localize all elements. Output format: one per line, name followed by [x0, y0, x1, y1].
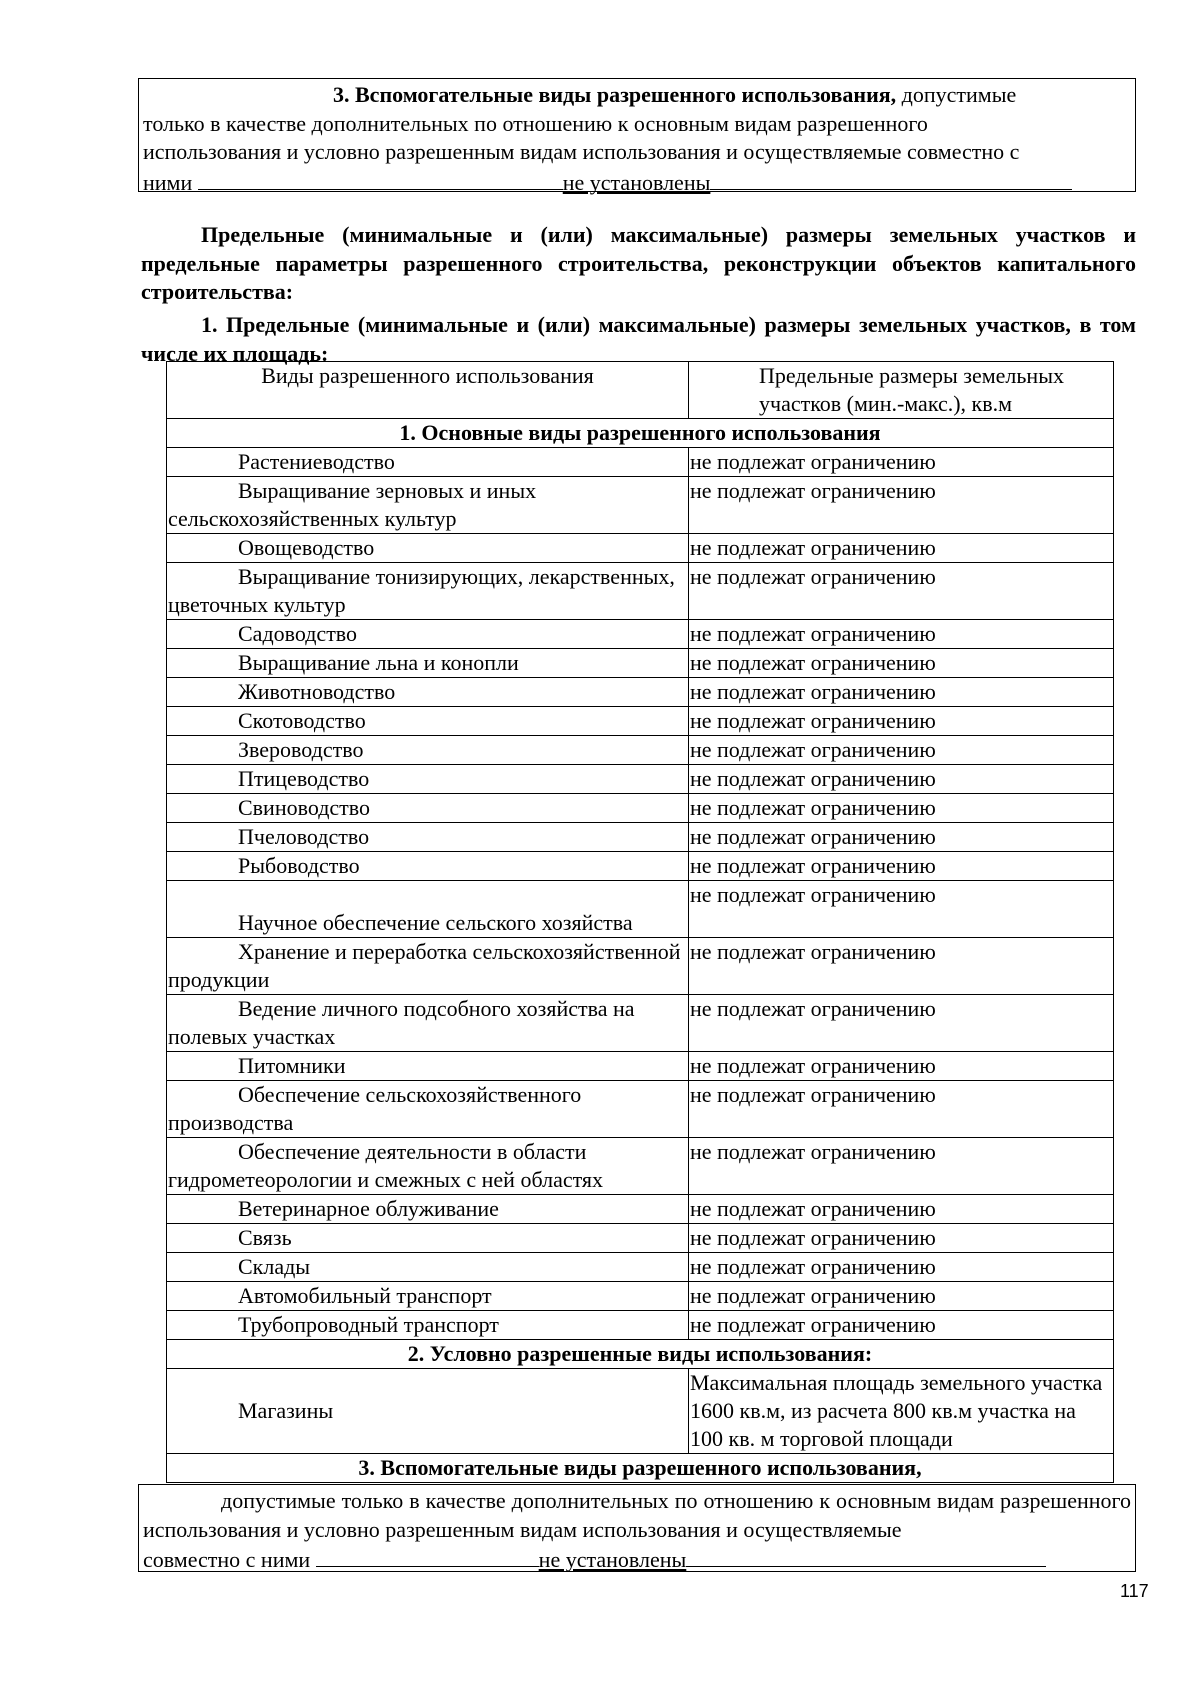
- table-row: [167, 1052, 1114, 1081]
- use-limit: не подлежат ограничению: [690, 824, 936, 849]
- auxiliary-uses-line-2: использования и условно разрешенным видам использования и осуществляемые совместно с: [143, 139, 1020, 165]
- use-name: Растениеводство: [238, 449, 395, 474]
- table-row: [167, 852, 1114, 881]
- use-limit: не подлежат ограничению: [690, 449, 936, 474]
- table-row: [167, 649, 1114, 678]
- use-name: Пчеловодство: [238, 824, 370, 849]
- use-limit: не подлежат ограничению: [690, 478, 936, 503]
- table-row: [167, 563, 1114, 620]
- use-name: Ветеринарное облуживание: [238, 1196, 499, 1221]
- use-limit: не подлежат ограничению: [690, 708, 936, 733]
- auxiliary-uses-box-top: [138, 78, 1136, 195]
- table-header-row: [167, 362, 1114, 419]
- section-row-conditional: [167, 1340, 1114, 1369]
- use-limit: не подлежат ограничению: [690, 795, 936, 820]
- table-row: [167, 938, 1114, 995]
- table-row: [167, 1253, 1114, 1282]
- table-row: [167, 881, 1114, 938]
- use-name: Научное обеспечение сельского хозяйства: [238, 910, 633, 935]
- use-name: Ведение личного подсобного хозяйства на полевых участках: [168, 996, 635, 1049]
- auxiliary-uses-line-1: только в качестве дополнительных по отношению к основным видам разрешенного: [143, 110, 928, 136]
- table-row: [167, 707, 1114, 736]
- use-name: Рыбоводство: [238, 853, 360, 878]
- use-name: Звероводство: [238, 737, 364, 762]
- auxiliary-uses-status-bottom: не установлены: [538, 1547, 687, 1573]
- table-row: [167, 823, 1114, 852]
- table-row: [167, 678, 1114, 707]
- table-row: [167, 1311, 1114, 1340]
- page-number: 117: [1120, 1581, 1149, 1601]
- use-limit: не подлежат ограничению: [690, 679, 936, 704]
- auxiliary-uses-box-bottom: [138, 1484, 1136, 1572]
- use-name: Трубопроводный транспорт: [238, 1312, 499, 1337]
- table-row: [167, 1224, 1114, 1253]
- section-title-main: 1. Основные виды разрешенного использования: [167, 419, 1114, 448]
- use-limit: не подлежат ограничению: [690, 737, 936, 762]
- use-limit: не подлежат ограничению: [690, 621, 936, 646]
- table-row: [167, 477, 1114, 534]
- auxiliary-uses-title: 3. Вспомогательные виды разрешенного использования,: [333, 82, 897, 107]
- table-row: [167, 448, 1114, 477]
- use-name: Выращивание зерновых и иных сельскохозяйственных культур: [168, 478, 537, 531]
- use-name: Склады: [238, 1254, 311, 1279]
- use-limit: не подлежат ограничению: [690, 1053, 936, 1078]
- use-name: Автомобильный транспорт: [238, 1283, 492, 1308]
- use-limit: не подлежат ограничению: [690, 1139, 936, 1164]
- auxiliary-uses-text: допустимые только в качестве дополнительных по отношению к основным видам разрешенного использования и условно разрешенным видам использования и осуществляемые: [143, 1488, 1131, 1542]
- use-name: Хранение и переработка сельскохозяйственной продукции: [168, 939, 681, 992]
- table-row: [167, 1369, 1114, 1454]
- use-name: Свиноводство: [238, 795, 371, 820]
- use-limit: не подлежат ограничению: [690, 939, 936, 964]
- table-row: [167, 1081, 1114, 1138]
- use-limit: Максимальная площадь земельного участка 1600 кв.м, из расчета 800 кв.м участка на 100 кв. м торговой площади: [690, 1370, 1103, 1451]
- use-name: Магазины: [238, 1398, 334, 1423]
- use-limit: не подлежат ограничению: [690, 535, 936, 560]
- use-limit: не подлежат ограничению: [690, 564, 936, 589]
- use-name: Животноводство: [238, 679, 396, 704]
- table-row: [167, 765, 1114, 794]
- use-limit: не подлежат ограничению: [690, 766, 936, 791]
- section-row-auxiliary: [167, 1454, 1114, 1483]
- blank-underline: [686, 1544, 1046, 1567]
- blank-underline: [710, 167, 1072, 190]
- table-row: [167, 736, 1114, 765]
- header-cell-plot-size: Предельные размеры земельных участков (мин.-макс.), кв.м: [689, 362, 1114, 419]
- use-limit: не подлежат ограничению: [690, 882, 936, 907]
- table-row: [167, 1282, 1114, 1311]
- auxiliary-uses-prefix-bottom: совместно с ними: [143, 1547, 311, 1573]
- blank-underline: [198, 167, 563, 190]
- use-limit: не подлежат ограничению: [690, 996, 936, 1021]
- table-row: [167, 995, 1114, 1052]
- section-title-auxiliary: 3. Вспомогательные виды разрешенного использования,: [167, 1454, 1114, 1483]
- use-name: Овощеводство: [238, 535, 375, 560]
- table-row: [167, 620, 1114, 649]
- table-row: [167, 1138, 1114, 1195]
- auxiliary-uses-title-suffix: допустимые: [896, 82, 1017, 107]
- use-limit: не подлежат ограничению: [690, 1312, 936, 1337]
- use-name: Выращивание тонизирующих, лекарственных, цветочных культур: [168, 564, 675, 617]
- use-name: Обеспечение деятельности в области гидрометеорологии и смежных с ней областях: [168, 1139, 604, 1192]
- land-plot-limits-table: [166, 361, 1114, 1483]
- table-row: [167, 534, 1114, 563]
- use-name: Связь: [238, 1225, 292, 1250]
- use-name: Скотоводство: [238, 708, 366, 733]
- use-name: Питомники: [238, 1053, 346, 1078]
- use-limit: не подлежат ограничению: [690, 1082, 936, 1107]
- use-limit: не подлежат ограничению: [690, 1283, 936, 1308]
- limits-heading: Предельные (минимальные и (или) максимальные) размеры земельных участков и предельные параметры разрешенного строительства, реконструкции объектов капитального строительства:: [141, 222, 1136, 305]
- use-name: Птицеводство: [238, 766, 370, 791]
- section-title-conditional: 2. Условно разрешенные виды использования:: [167, 1340, 1114, 1369]
- table-row: [167, 794, 1114, 823]
- use-limit: не подлежат ограничению: [690, 1225, 936, 1250]
- section-row-main: [167, 419, 1114, 448]
- header-cell-use-type: Виды разрешенного использования: [167, 362, 689, 419]
- use-name: Обеспечение сельскохозяйственного производства: [168, 1082, 582, 1135]
- auxiliary-uses-status: не установлены: [562, 169, 711, 195]
- use-limit: не подлежат ограничению: [690, 853, 936, 878]
- auxiliary-uses-prefix: ними: [143, 169, 193, 195]
- use-name: Выращивание льна и конопли: [238, 650, 519, 675]
- blank-underline: [316, 1544, 539, 1567]
- table-row: [167, 1195, 1114, 1224]
- use-limit: не подлежат ограничению: [690, 1254, 936, 1279]
- use-limit: не подлежат ограничению: [690, 650, 936, 675]
- use-limit: не подлежат ограничению: [690, 1196, 936, 1221]
- use-name: Садоводство: [238, 621, 358, 646]
- limits-subheading: 1. Предельные (минимальные и (или) максимальные) размеры земельных участков, в том числе их площадь:: [141, 312, 1136, 366]
